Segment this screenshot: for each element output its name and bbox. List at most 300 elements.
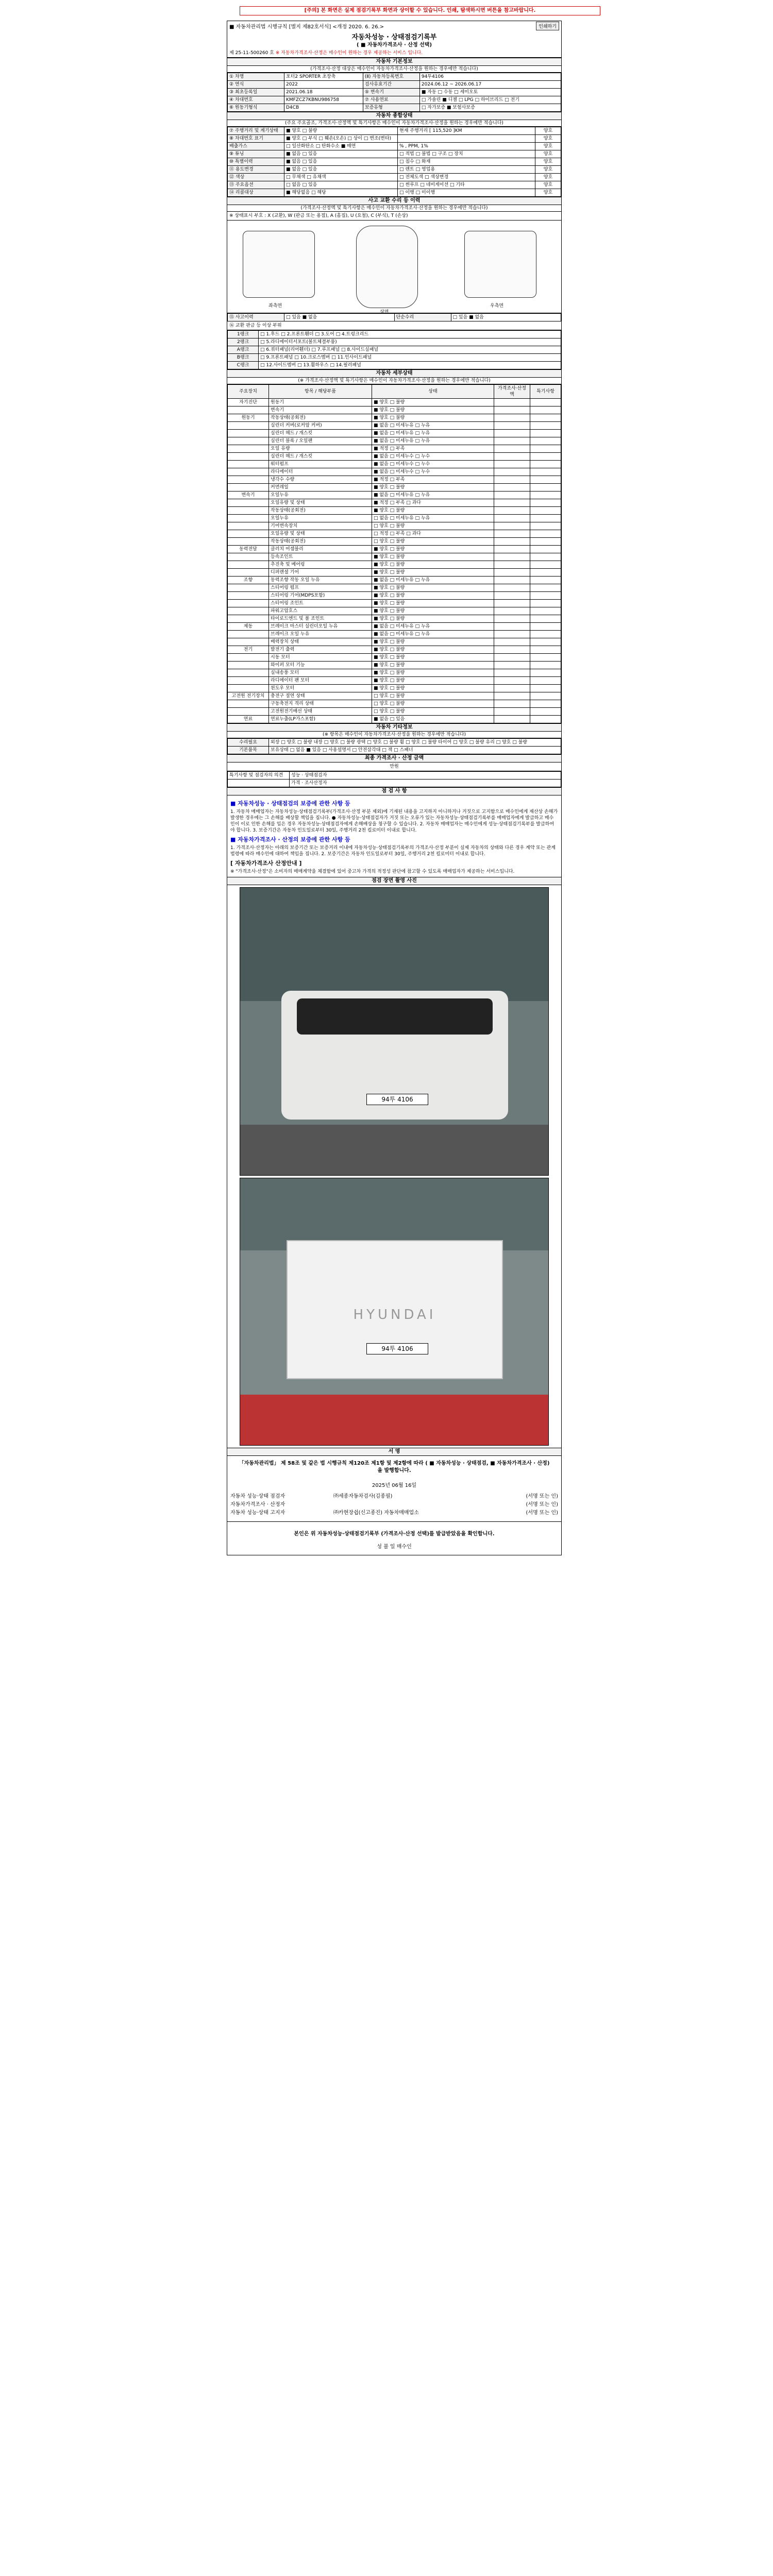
sign-tail: (서명 또는 인): [526, 1494, 558, 1499]
detail-state: ■ 양호 □ 불량: [372, 507, 494, 515]
detail-state: ■ 양호 □ 불량: [372, 600, 494, 607]
detail-row: [228, 453, 561, 461]
detail-row: [228, 492, 561, 499]
exchange-rank: C랭크: [228, 362, 259, 369]
detail-group: 연료: [228, 716, 269, 723]
detail-state: ■ 양호 □ 불량: [372, 484, 494, 492]
garage-ceiling: [240, 888, 548, 1001]
other-section: [227, 723, 561, 787]
detail-row: [228, 546, 561, 553]
basic-label: ⑥ 원동기형식: [228, 104, 284, 112]
detail-state: ■ 양호 □ 불량: [372, 569, 494, 577]
detail-note: [530, 422, 561, 430]
detail-item: 작동상태(공회전): [269, 538, 372, 546]
left-view-label: 좌측면: [268, 303, 282, 309]
exchange-row: [228, 354, 561, 362]
basic-info-row: [228, 81, 561, 89]
detail-price: [494, 692, 530, 700]
detail-item: 와이퍼 모터 기능: [269, 662, 372, 669]
detail-item: 디퍼렌셜 기어: [269, 569, 372, 577]
detail-state: ■ 없음 □ 미세누수 □ 누수: [372, 453, 494, 461]
detail-col-header: 특기사항: [530, 385, 561, 399]
detail-price: [494, 468, 530, 476]
detail-row: [228, 406, 561, 414]
detail-item: 변속기: [269, 406, 372, 414]
print-button[interactable]: 인쇄하기: [536, 22, 559, 30]
right-view-label: 우측면: [490, 303, 504, 309]
detail-group: [228, 700, 269, 708]
basic-value: KMFZCZ7KBNU986758: [284, 96, 363, 104]
detail-item: 연료누출(LP가스포함): [269, 716, 372, 723]
detail-note: [530, 492, 561, 499]
floor-stripe: [240, 1395, 548, 1446]
detail-state: □ 양호 □ 불량: [372, 538, 494, 546]
detail-group: [228, 615, 269, 623]
detail-row: [228, 685, 561, 692]
top-view-label: 상면: [380, 310, 389, 315]
detail-group: [228, 592, 269, 600]
detail-price: [494, 685, 530, 692]
detail-price: [494, 484, 530, 492]
detail-row: [228, 476, 561, 484]
detail-note: [530, 561, 561, 569]
basic-label: ⑤ 변속기: [363, 89, 419, 96]
basic-value: 포터2 SPORTER 초장축: [284, 73, 363, 81]
detail-row: [228, 677, 561, 685]
detail-item: 오일 유량: [269, 445, 372, 453]
basic-info-row: [228, 89, 561, 96]
detail-note: [530, 600, 561, 607]
detail-item: 워터펌프: [269, 461, 372, 468]
detail-row: [228, 646, 561, 654]
detail-item: 오일누유: [269, 492, 372, 499]
detail-state: ■ 양호 □ 불량: [372, 607, 494, 615]
sign-value: ㈜카현장쉽(신고종진) 자동차매매업소: [333, 1510, 419, 1516]
detail-row: [228, 692, 561, 700]
detail-price: [494, 515, 530, 522]
detail-state: ■ 양호 □ 불량: [372, 646, 494, 654]
exchange-rank: 2랭크: [228, 338, 259, 346]
detail-row: [228, 437, 561, 445]
front-photo: [240, 887, 549, 1176]
detail-group: 원동기: [228, 414, 269, 422]
accident-note: (가격조사·산정액 및 특기사항은 매수인이 자동차가격조사·산정을 원하는 경우에만 적습니다): [227, 205, 561, 212]
detail-col-header: 가격조사·산정액: [494, 385, 530, 399]
sign-section: [227, 1448, 561, 1555]
detail-note: [530, 700, 561, 708]
detail-row: [228, 615, 561, 623]
detail-state: ■ 양호 □ 불량: [372, 592, 494, 600]
sign-tail: (서명 또는 인): [526, 1510, 558, 1516]
basic-info-row: [228, 73, 561, 81]
perf-result: 양호: [535, 166, 561, 174]
perf-label: ⑦ 주행거리 및 계기상태: [228, 127, 284, 135]
detail-item: 실린더 헤드 / 개스킷: [269, 430, 372, 437]
detail-group: [228, 538, 269, 546]
detail-price: [494, 437, 530, 445]
detail-price: [494, 499, 530, 507]
detail-row: [228, 422, 561, 430]
detail-price: [494, 662, 530, 669]
photo-header: 점검 장면 촬영 사진: [227, 877, 561, 885]
price-header: 최종 가격조사 · 산정 금액: [227, 754, 561, 762]
detail-row: [228, 399, 561, 406]
perf-state: 현재 주행거리 [ 115,520 ]KM: [398, 127, 535, 135]
detail-header-row: [228, 385, 561, 399]
detail-group: [228, 422, 269, 430]
other-items: 보유상태 □ 없음 ■ 있음 □ 사용설명서 □ 안전삼각대 □ 잭 □ 스패너: [269, 747, 561, 754]
sign-value: ㈜세종자동차검사(김종필): [333, 1494, 393, 1499]
perf-header: 자동차 종합상태: [227, 112, 561, 120]
detail-item: 커먼레일: [269, 484, 372, 492]
detail-state: ■ 없음 □ 미세누유 □ 누유: [372, 437, 494, 445]
basic-label: 보증유형: [363, 104, 419, 112]
detail-price: [494, 607, 530, 615]
detail-row: [228, 499, 561, 507]
detail-row: [228, 577, 561, 584]
detail-price: [494, 399, 530, 406]
detail-row: [228, 484, 561, 492]
perf-row: [228, 174, 561, 181]
detail-note: [530, 646, 561, 654]
detail-note: [530, 631, 561, 638]
detail-state: □ 양호 □ 불량: [372, 708, 494, 716]
detail-row: [228, 553, 561, 561]
detail-price: [494, 461, 530, 468]
perf-label: 배출가스: [228, 143, 284, 150]
detail-state: □ 양호 □ 불량: [372, 692, 494, 700]
detail-item: 추진축 및 베어링: [269, 561, 372, 569]
basic-value: 2021.06.18: [284, 89, 363, 96]
exchange-row: [228, 362, 561, 369]
doc-notice: ※ 자동차가격조사·산정은 매수인이 원하는 경우 제공하는 서비스 입니다.: [275, 50, 423, 56]
sign-row: [227, 1509, 561, 1517]
basic-label: ② 연식: [228, 81, 284, 89]
detail-note: [530, 615, 561, 623]
detail-state: ■ 없음 □ 미세누유 □ 누유: [372, 422, 494, 430]
exchange-items: □ 6.쿼터패널(리어휀더) □ 7.루프패널 □ 8.사이드실패널: [259, 346, 561, 354]
perf-table: [227, 127, 561, 197]
detail-price: [494, 600, 530, 607]
detail-note: [530, 414, 561, 422]
notice2-text: 1. 가격조사·산정자는 아래의 보증기간 또는 보증거리 이내에 자동차성능·상태점검기록부의 가격조사·산정 부분이 실제 자동차의 상태와 다른 경우 계약 또는 관계법령에 따라 매수인에 대하여 책임을 집니다. 2. 보증기간은 자동차 인도일로부터 30일, 주행거리 2천 킬로미터 이내로 합니다.: [230, 845, 556, 857]
detail-group: [228, 461, 269, 468]
detail-note: [530, 623, 561, 631]
detail-group: [228, 507, 269, 515]
other-row: [228, 739, 561, 747]
sign-value: [330, 1501, 510, 1509]
basic-value: 94투4106: [419, 73, 561, 81]
perf-value: □ 없음 □ 있음: [284, 181, 398, 189]
detail-price: [494, 646, 530, 654]
detail-state: ■ 양호 □ 불량: [372, 561, 494, 569]
notice2-title: ■ 자동차가격조사 · 산정의 보증에 관한 사항 등: [230, 836, 350, 843]
detail-group: [228, 553, 269, 561]
detail-group: [228, 453, 269, 461]
detail-group: [228, 406, 269, 414]
accident-label: ⑮ 사고이력: [228, 314, 284, 321]
perf-label: ⑬ 주요옵션: [228, 181, 284, 189]
detail-note: [530, 692, 561, 700]
notice1-text: 1. 자동차 매매업자는 자동차성능·상태점검기록부(가격조사·산정 부분 제외)에 기재된 내용을 고지하지 아니하거나 거짓으로 고지함으로 매수인에게 재산상 손해가 발생한 경우에는 그 손해를 배상할 책임을 집니다. ● 자동차성능·상태점검자가 거짓 또는 오류가 있는 자동차성능·상태점검기록부를 매매업자에게 발급하고 매수인이 이로 인한 손해를 입은 경우 자동차성능·상태점검자에게 손해배상을 청구할 수 있습니다. 2. 자동차 매매업자는 매수인에게 성능·상태점검기록부를 발급하여야 합니다. 3. 보증기간은 자동차 인도일로부터 30일, 주행거리 2천 킬로미터 이내로 합니다.: [230, 809, 558, 833]
detail-row: [228, 569, 561, 577]
detail-price: [494, 592, 530, 600]
detail-group: [228, 499, 269, 507]
perf-result: 양호: [535, 174, 561, 181]
sign-label: 자동차가격조사 · 산정자: [230, 1502, 285, 1507]
perf-result: 양호: [535, 181, 561, 189]
detail-item: 시동 모터: [269, 654, 372, 662]
detail-row: [228, 430, 561, 437]
perf-label: ⑭ 리콜대상: [228, 189, 284, 197]
detail-group: [228, 662, 269, 669]
windshield: [297, 998, 493, 1035]
car-left-side-diagram: [243, 231, 315, 298]
detail-price: [494, 700, 530, 708]
other-note: (※ 항목은 매수인이 자동차가격조사·산정을 원하는 경우에만 적습니다): [227, 732, 561, 738]
basic-value: □ 가솔린 ■ 디젤 □ LPG □ 하이브리드 □ 전기: [419, 96, 561, 104]
car-right-side-diagram: [464, 231, 536, 298]
exchange-rank: A랭크: [228, 346, 259, 354]
perf-result: 양호: [535, 135, 561, 143]
accident-value: □ 있음 ■ 없음: [451, 314, 561, 321]
perf-value: □ 일산화탄소 □ 탄화수소 ■ 매연: [284, 143, 398, 150]
detail-note: [530, 677, 561, 685]
exchange-rank: B랭크: [228, 354, 259, 362]
detail-state: ■ 양호 □ 불량: [372, 414, 494, 422]
detail-item: 타이로드엔드 및 볼 조인트: [269, 615, 372, 623]
page-title: 자동차성능 · 상태점검기록부: [351, 33, 437, 41]
detail-group: [228, 522, 269, 530]
perf-result: 양호: [535, 158, 561, 166]
detail-group: 전기: [228, 646, 269, 654]
detail-item: 작동상태(공회전): [269, 414, 372, 422]
detail-row: [228, 631, 561, 638]
basic-value: 2024.06.12 ~ 2026.06.17: [419, 81, 561, 89]
detail-group: [228, 638, 269, 646]
detail-col-header: 상태: [372, 385, 494, 399]
basic-info-table: [227, 73, 561, 112]
detail-price: [494, 546, 530, 553]
detail-state: □ 양호 □ 불량: [372, 522, 494, 530]
detail-price: [494, 716, 530, 723]
perf-result: 양호: [535, 127, 561, 135]
detail-group: 자기진단: [228, 399, 269, 406]
accident-row: [228, 314, 561, 321]
perf-label: ⑧ 차대번호 표기: [228, 135, 284, 143]
exchange-row: [228, 331, 561, 338]
detail-price: [494, 553, 530, 561]
detail-note: (※ 가격조사·산정액 및 특기사항은 매수인이 자동차가격조사·산정을 원하는 경우에만 적습니다): [227, 378, 561, 384]
detail-item: 라디에이터 팬 모터: [269, 677, 372, 685]
exchange-row: [228, 346, 561, 354]
accident-header: 사고 교환 수리 등 이력: [227, 197, 561, 205]
detail-state: ■ 양호 □ 불량: [372, 669, 494, 677]
perf-state: □ 전체도색 □ 색상변경: [398, 174, 535, 181]
detail-row: [228, 662, 561, 669]
car-top-diagram: [356, 226, 418, 308]
detail-state: ■ 양호 □ 불량: [372, 584, 494, 592]
detail-col-header: 주요장치: [228, 385, 269, 399]
doc-number-line: [227, 49, 561, 58]
basic-label: ③ 최초등록일: [228, 89, 284, 96]
detail-item: 실린더 헤드 / 개스킷: [269, 453, 372, 461]
page-subtitle: ( ■ 자동차가격조사 · 산정 선택): [356, 42, 432, 48]
detail-group: [228, 607, 269, 615]
detail-group: [228, 584, 269, 592]
detail-note: [530, 638, 561, 646]
basic-info-header: 자동차 기본정보: [227, 58, 561, 66]
detail-item: 원동기: [269, 399, 372, 406]
detail-price: [494, 677, 530, 685]
exchange-items: □ 12.사이드멤버 □ 13.휠하우스 □ 14.필러패널: [259, 362, 561, 369]
detail-note: [530, 499, 561, 507]
detail-note: [530, 515, 561, 522]
detail-note: [530, 453, 561, 461]
exchange-items: □ 5.라디에이터서포트(볼트체결부품): [259, 338, 561, 346]
sign-header: 서 명: [227, 1448, 561, 1456]
detail-group: 고전원 전기장치: [228, 692, 269, 700]
detail-group: [228, 677, 269, 685]
detail-row: [228, 561, 561, 569]
perf-result: 양호: [535, 143, 561, 150]
other-table: [227, 738, 561, 754]
exchange-rank: 1랭크: [228, 331, 259, 338]
detail-item: 작동상태(공회전): [269, 507, 372, 515]
detail-section: [227, 369, 561, 723]
detail-row: [228, 538, 561, 546]
floor: [240, 1125, 548, 1176]
basic-info-row: [228, 104, 561, 112]
detail-row: [228, 600, 561, 607]
detail-item: 고전원전기배선 상태: [269, 708, 372, 716]
license-plate: 94투 4106: [366, 1094, 428, 1105]
doc-number: 제 25-11-500260 호: [229, 50, 274, 56]
perf-state: □ 렌트 □ 영업용: [398, 166, 535, 174]
detail-note: [530, 569, 561, 577]
detail-item: 브레이크 마스터 실린더오일 누유: [269, 623, 372, 631]
detail-group: [228, 631, 269, 638]
accident-summary-table: [227, 313, 561, 321]
detail-group: [228, 430, 269, 437]
form-label: ■ 자동차관리법 시행규칙 [별지 제82호서식] <개정 2020. 6. 26.>: [229, 24, 384, 30]
special-label: 특기사항 및 점검자의 의견: [228, 772, 290, 779]
detail-price: [494, 430, 530, 437]
detail-group: [228, 530, 269, 538]
perf-state: [398, 135, 535, 143]
detail-row: [228, 708, 561, 716]
detail-note: [530, 669, 561, 677]
accident-section: [227, 197, 561, 369]
topbar: [227, 21, 561, 30]
detail-price: [494, 561, 530, 569]
basic-label: (Ⅱ) 자동차등록번호: [363, 73, 419, 81]
detail-note: [530, 716, 561, 723]
detail-item: 배력장치 상태: [269, 638, 372, 646]
detail-state: ■ 없음 □ 미세누유 □ 누유: [372, 623, 494, 631]
detail-note: [530, 708, 561, 716]
detail-row: [228, 445, 561, 453]
basic-label: ④ 차대번호: [228, 96, 284, 104]
detail-note: [530, 662, 561, 669]
detail-group: [228, 468, 269, 476]
special-table: [227, 771, 561, 787]
detail-item: 스티어링 펌프: [269, 584, 372, 592]
detail-group: 조향: [228, 577, 269, 584]
perf-section: [227, 112, 561, 197]
detail-group: 변속기: [228, 492, 269, 499]
detail-price: [494, 414, 530, 422]
detail-state: ■ 없음 □ 미세누유 □ 누유: [372, 631, 494, 638]
price-value: 만원: [227, 762, 561, 771]
detail-note: [530, 553, 561, 561]
perf-row: [228, 135, 561, 143]
basic-value: D4CB: [284, 104, 363, 112]
detail-state: ■ 양호 □ 불량: [372, 638, 494, 646]
basic-value: 2022: [284, 81, 363, 89]
detail-price: [494, 476, 530, 484]
detail-group: [228, 437, 269, 445]
detail-col-header: 항목 / 해당부품: [269, 385, 372, 399]
accident-value: □ 있음 ■ 없음: [284, 314, 395, 321]
detail-row: [228, 592, 561, 600]
detail-item: 오일유량 및 상태: [269, 530, 372, 538]
detail-note: [530, 522, 561, 530]
basic-value: ■ 자동 □ 수동 □ 세미오토: [419, 89, 561, 96]
detail-note: [530, 584, 561, 592]
perf-state: □ 이행 □ 미이행: [398, 189, 535, 197]
perf-row: [228, 166, 561, 174]
detail-state: ■ 적정 □ 부족 □ 과다: [372, 499, 494, 507]
detail-group: [228, 669, 269, 677]
sign-text: 「자동차관리법」 제 58조 및 같은 법 시행규칙 제120조 제1항 및 제2항에 따라 ( ■ 자동차성능 · 상태점검, ■ 자동차가격조사 · 산정)을 발행합니다.: [239, 1461, 550, 1473]
perf-value: ■ 양호 □ 불량: [284, 127, 398, 135]
detail-note: [530, 406, 561, 414]
detail-state: ■ 없음 □ 미세누수 □ 누수: [372, 461, 494, 468]
detail-price: [494, 708, 530, 716]
notice3-text: ※ "가격조사·산정"은 소비자의 매매계약을 체결함에 있어 중고차 가격의 적정성 판단에 참고할 수 있도록 매매업자가 제공하는 서비스입니다.: [230, 869, 515, 874]
special-inspector: 성능 · 상태점검자: [290, 772, 561, 779]
detail-note: [530, 437, 561, 445]
perf-state: □ 적법 □ 불법 □ 구조 □ 장치: [398, 150, 535, 158]
detail-item: 스티어링 기어(MDPS포함): [269, 592, 372, 600]
detail-note: [530, 538, 561, 546]
detail-row: [228, 623, 561, 631]
detail-price: [494, 577, 530, 584]
detail-price: [494, 445, 530, 453]
detail-row: [228, 584, 561, 592]
perf-value: ■ 양호 □ 부식 □ 훼손(오손) □ 상이 □ 변조(변타): [284, 135, 398, 143]
detail-price: [494, 623, 530, 631]
perf-value: ■ 해당없음 □ 해당: [284, 189, 398, 197]
detail-price: [494, 538, 530, 546]
detail-row: [228, 461, 561, 468]
detail-state: ■ 양호 □ 불량: [372, 615, 494, 623]
basic-label: ⑦ 사용연료: [363, 96, 419, 104]
detail-row: [228, 530, 561, 538]
perf-row: [228, 127, 561, 135]
garage-background: [240, 1178, 548, 1250]
perf-row: [228, 181, 561, 189]
detail-price: [494, 631, 530, 638]
detail-group: 제동: [228, 623, 269, 631]
detail-item: 기어변속장치: [269, 522, 372, 530]
detail-item: 구동축전지 격리 상태: [269, 700, 372, 708]
perf-state: □ 침수 □ 화재: [398, 158, 535, 166]
other-label: 수리필요: [228, 739, 269, 747]
detail-price: [494, 422, 530, 430]
check-title: 점 검 사 항: [227, 788, 561, 795]
